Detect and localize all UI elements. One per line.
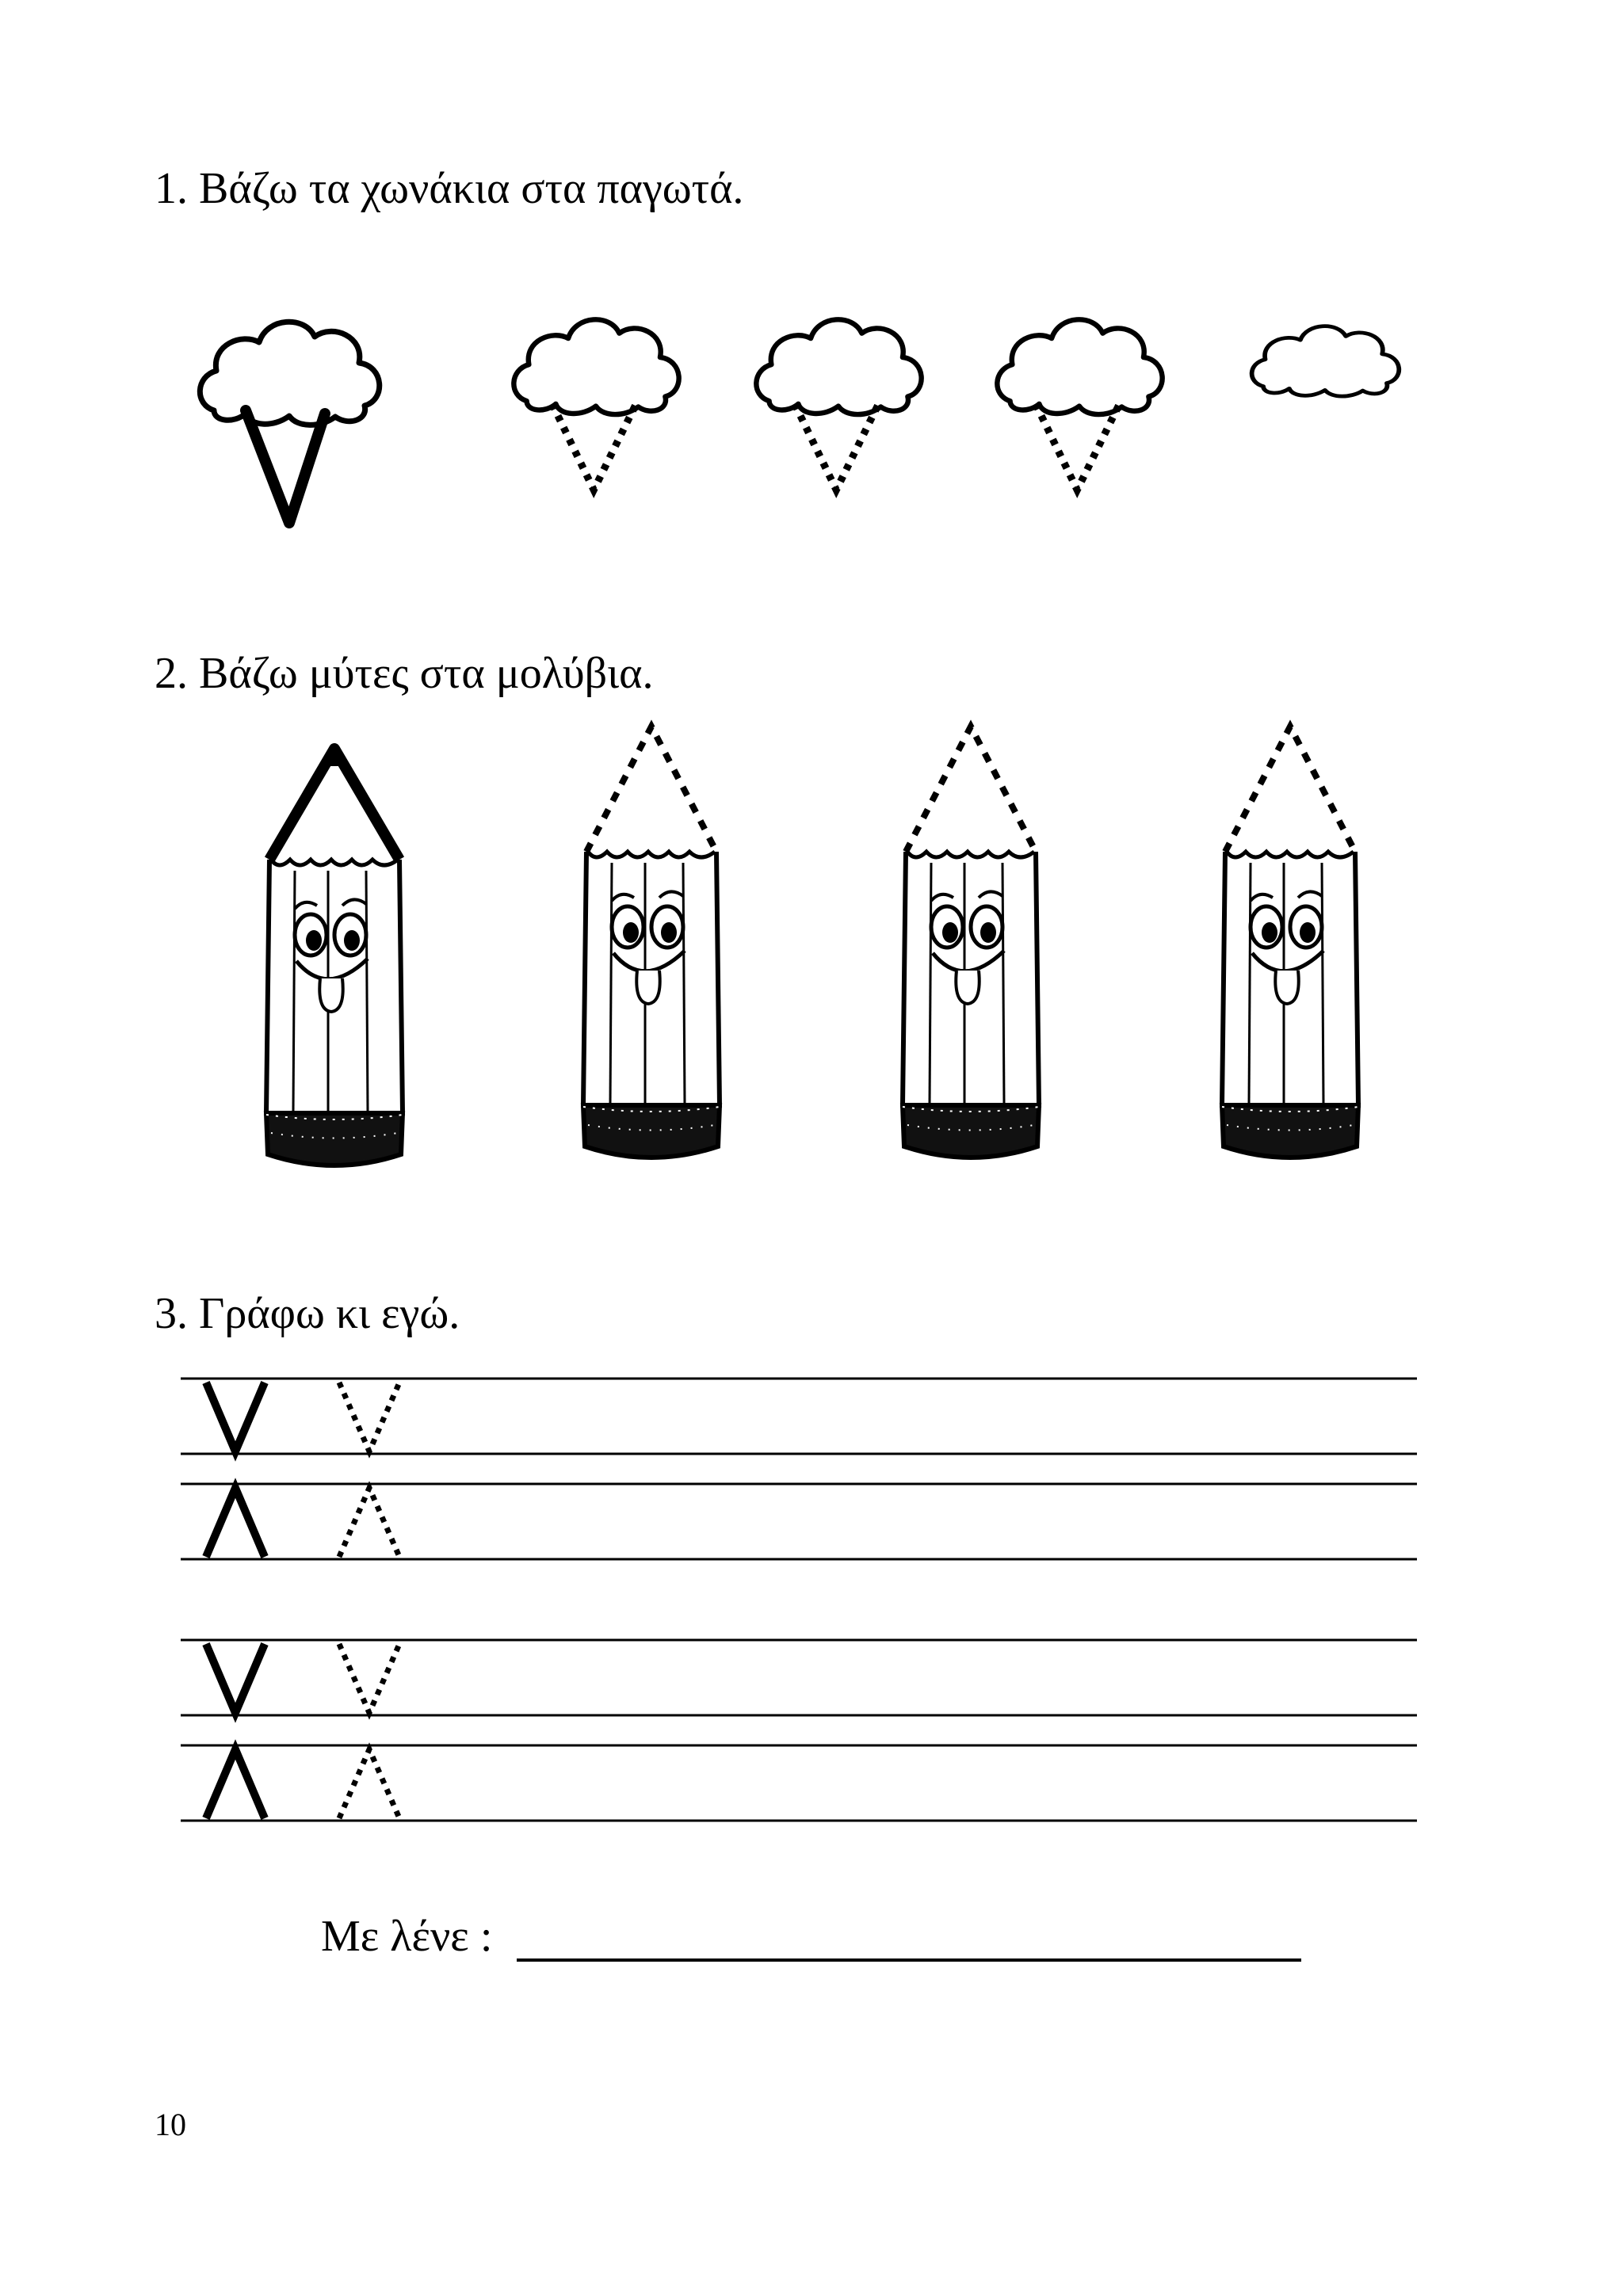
ice-cream-scoop-icon (756, 319, 921, 414)
pencil-4 (1222, 727, 1358, 1158)
ice-cream-2 (514, 319, 678, 490)
writing-row-2 (206, 1488, 399, 1557)
letter-v-model (206, 1383, 265, 1451)
name-field-line[interactable] (517, 1958, 1301, 1962)
letter-lambda-dotted (339, 1749, 399, 1818)
page-number: 10 (155, 2107, 186, 2142)
pencil-face-dotted-tip-icon (586, 727, 716, 852)
pencil-face-dotted-tip-icon (1225, 727, 1355, 852)
name-field-label: Με λένε : (321, 1912, 493, 1961)
exercise-1-title: 1. Βάζω τα χωνάκια στα παγωτά. (155, 164, 744, 213)
ice-cream-dotted-cone-icon (1036, 404, 1120, 490)
pencil-3 (903, 727, 1039, 1158)
letter-lambda-model (206, 1488, 265, 1557)
ice-cream-scoop-icon (997, 319, 1162, 414)
ice-cream-5 (1252, 326, 1400, 396)
ice-cream-scoop-icon (514, 319, 678, 414)
ice-cream-dotted-cone-icon (552, 404, 636, 490)
letter-lambda-dotted (339, 1488, 399, 1557)
ice-cream-1 (200, 322, 379, 523)
letter-v-model (206, 1644, 265, 1713)
ice-cream-4 (997, 319, 1162, 490)
writing-lines (181, 1379, 1417, 1821)
letter-v-dotted (339, 1644, 399, 1713)
ice-cream-dotted-cone-icon (795, 404, 879, 490)
pencil-1 (266, 749, 403, 1165)
ice-cream-3 (756, 319, 921, 490)
writing-row-1 (206, 1383, 399, 1451)
letter-v-dotted (339, 1383, 399, 1451)
exercise-3-title: 3. Γράφω κι εγώ. (155, 1289, 460, 1338)
pencil-face-dotted-tip-icon (906, 727, 1036, 852)
ice-cream-scoop-only-icon (1252, 326, 1400, 396)
letter-lambda-model (206, 1749, 265, 1818)
pencil-2 (583, 727, 720, 1158)
writing-row-4 (206, 1749, 399, 1818)
ice-cream-scoop-icon (200, 322, 379, 425)
writing-row-3 (206, 1644, 399, 1713)
exercise-2-title: 2. Βάζω μύτες στα μολύβια. (155, 649, 654, 698)
